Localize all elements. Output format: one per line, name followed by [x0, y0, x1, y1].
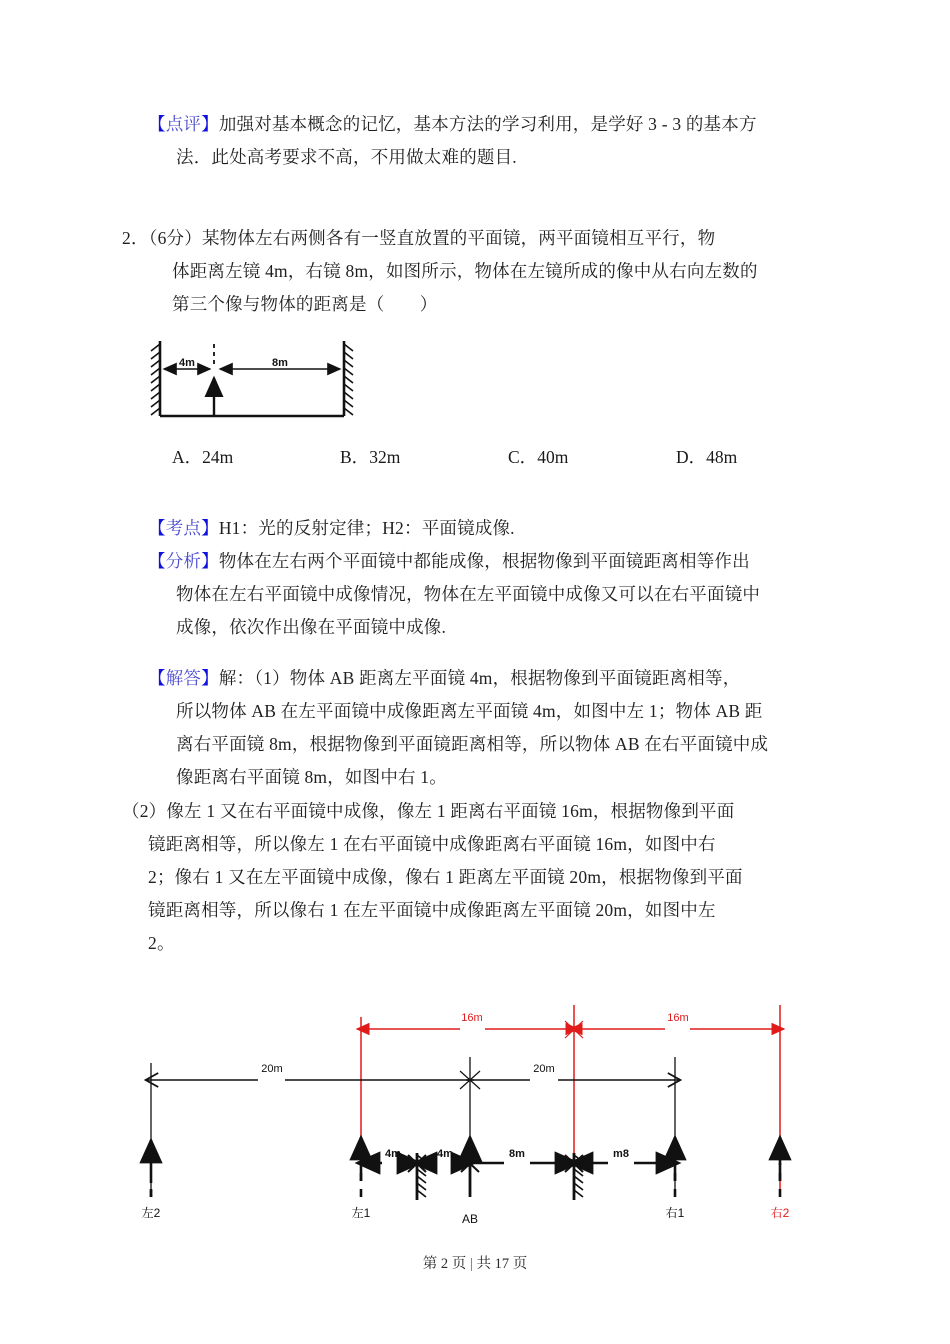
choice-b-value: 32m — [369, 447, 401, 467]
red-dimension-16m-left-label: 16m — [461, 1012, 483, 1024]
solution-block — [148, 662, 848, 794]
question-line-3: 第三个像与物体的距离是（ ） — [172, 294, 438, 314]
image-left1 — [352, 1137, 371, 1220]
solution-line-2: 所以物体 AB 在左平面镜中成像距离左平面镜 4m，如图中左 1；物体 AB 距 — [176, 701, 763, 721]
red-dimension-16m-left — [357, 1012, 578, 1029]
right-mirror-icon — [344, 341, 353, 416]
knowledge-tag: 【考点】 — [148, 518, 219, 538]
comment-line-2: 法．此处高考要求不高，不用做太难的题目. — [176, 147, 517, 167]
choice-d-key: D． — [676, 447, 707, 467]
choice-d[interactable] — [676, 444, 737, 469]
question-line-2: 体距离左镜 4m，右镜 8m，如图所示，物体在左镜所成的像中从右向左数的 — [172, 261, 758, 281]
knowledge-text: H1：光的反射定律；H2：平面镜成像. — [218, 518, 515, 538]
choice-c[interactable] — [508, 444, 676, 469]
dimension-8m-a — [466, 1148, 578, 1163]
dimension-4m-b — [414, 1148, 474, 1163]
knowledge-block — [148, 512, 838, 545]
dimension-20m-left-label: 20m — [261, 1063, 283, 1075]
solution-p2-line-4: 镜距离相等，所以像右 1 在左平面镜中成像距离左平面镜 20m，如图中左 — [148, 900, 716, 920]
dimension-4m-label: 4m — [179, 357, 195, 369]
analysis-line-1: 物体在左右两个平面镜中都能成像，根据物像到平面镜距离相等作出 — [218, 551, 750, 571]
figure1-svg — [148, 338, 366, 430]
comment-block — [148, 108, 838, 174]
solution-p2-line-5: 2。 — [148, 933, 175, 953]
solution-p2-line-1: （2）像左 1 又在右平面镜中成像，像左 1 距离右平面镜 16m，根据物像到平面 — [122, 801, 735, 821]
choice-d-value: 48m — [706, 447, 738, 467]
solution-p2-line-3: 2；像右 1 又在左平面镜中成像，像右 1 距离左平面镜 20m，根据物像到平面 — [148, 867, 743, 887]
choice-b-key: B． — [340, 447, 370, 467]
dimension-m8 — [570, 1148, 679, 1163]
solution-line-3: 离右平面镜 8m，根据物像到平面镜距离相等，所以物体 AB 在右平面镜中成 — [176, 734, 769, 754]
dimension-4m-b-label: 4m — [437, 1148, 453, 1160]
left-mirror-icon — [151, 341, 160, 416]
dimension-20m-right-label: 20m — [533, 1063, 555, 1075]
choice-a-value: 24m — [202, 447, 234, 467]
choice-c-value: 40m — [537, 447, 569, 467]
solution-line-1: 解：（1）物体 AB 距离左平面镜 4m，根据物像到平面镜距离相等， — [218, 668, 741, 688]
footer-separator: | — [469, 1256, 473, 1272]
choice-b[interactable] — [340, 444, 508, 469]
figure-two-parallel-mirrors — [148, 338, 366, 430]
red-dimension-16m-right — [570, 1012, 784, 1029]
dimension-4m — [164, 357, 210, 369]
image-right1 — [666, 1137, 685, 1220]
object-AB-label: AB — [461, 1212, 479, 1226]
question-line-1: 某物体左右两侧各有一竖直放置的平面镜，两平面镜相互平行，物 — [201, 228, 716, 248]
object-AB — [462, 1137, 478, 1226]
dimension-8m-label: 8m — [272, 357, 288, 369]
question-number: 2． — [122, 228, 149, 248]
solution-tag: 【解答】 — [148, 668, 219, 688]
image-right2-label: 右2 — [770, 1206, 790, 1220]
image-left2-label: 左2 — [141, 1206, 161, 1220]
dimension-8m — [220, 357, 340, 369]
dimension-20m-left — [147, 1063, 474, 1080]
image-left1-label: 左1 — [351, 1206, 371, 1220]
page-footer — [0, 1252, 950, 1273]
dimension-4m-a-label: 4m — [385, 1148, 401, 1160]
dimension-8m-a-label: 8m — [509, 1148, 525, 1160]
solution-line-4: 像距离右平面镜 8m，如图中右 1。 — [176, 767, 447, 787]
analysis-block — [148, 545, 838, 644]
comment-tag: 【点评】 — [148, 114, 219, 134]
red-dimension-16m-right-label: 16m — [667, 1012, 689, 1024]
footer-page-number: 第 2 页 — [422, 1256, 467, 1272]
figure2-svg — [130, 985, 830, 1230]
choice-a[interactable] — [172, 444, 340, 469]
solution-part2-block — [122, 795, 838, 960]
choice-a-key: A． — [172, 447, 203, 467]
dimension-4m-a — [357, 1148, 420, 1163]
answer-choices — [172, 444, 832, 469]
footer-total-pages: 共 17 页 — [476, 1256, 528, 1272]
analysis-line-3: 成像，依次作出像在平面镜中成像. — [176, 617, 447, 637]
image-right2 — [771, 1137, 790, 1220]
figure-image-formation — [130, 985, 830, 1230]
image-right1-label: 右1 — [665, 1206, 685, 1220]
dimension-20m-right — [466, 1063, 679, 1080]
analysis-line-2: 物体在左右平面镜中成像情况，物体在左平面镜中成像又可以在右平面镜中 — [176, 584, 761, 604]
dimension-m8-label: m8 — [613, 1148, 629, 1160]
question-score: （6分） — [148, 228, 202, 248]
question-block — [122, 222, 838, 321]
analysis-tag: 【分析】 — [148, 551, 219, 571]
solution-p2-line-2: 镜距离相等，所以像左 1 在右平面镜中成像距离右平面镜 16m，如图中右 — [148, 834, 716, 854]
choice-c-key: C． — [508, 447, 538, 467]
comment-line-1: 加强对基本概念的记忆，基本方法的学习利用，是学好 3 - 3 的基本方 — [218, 114, 757, 134]
image-left2 — [142, 1140, 161, 1220]
